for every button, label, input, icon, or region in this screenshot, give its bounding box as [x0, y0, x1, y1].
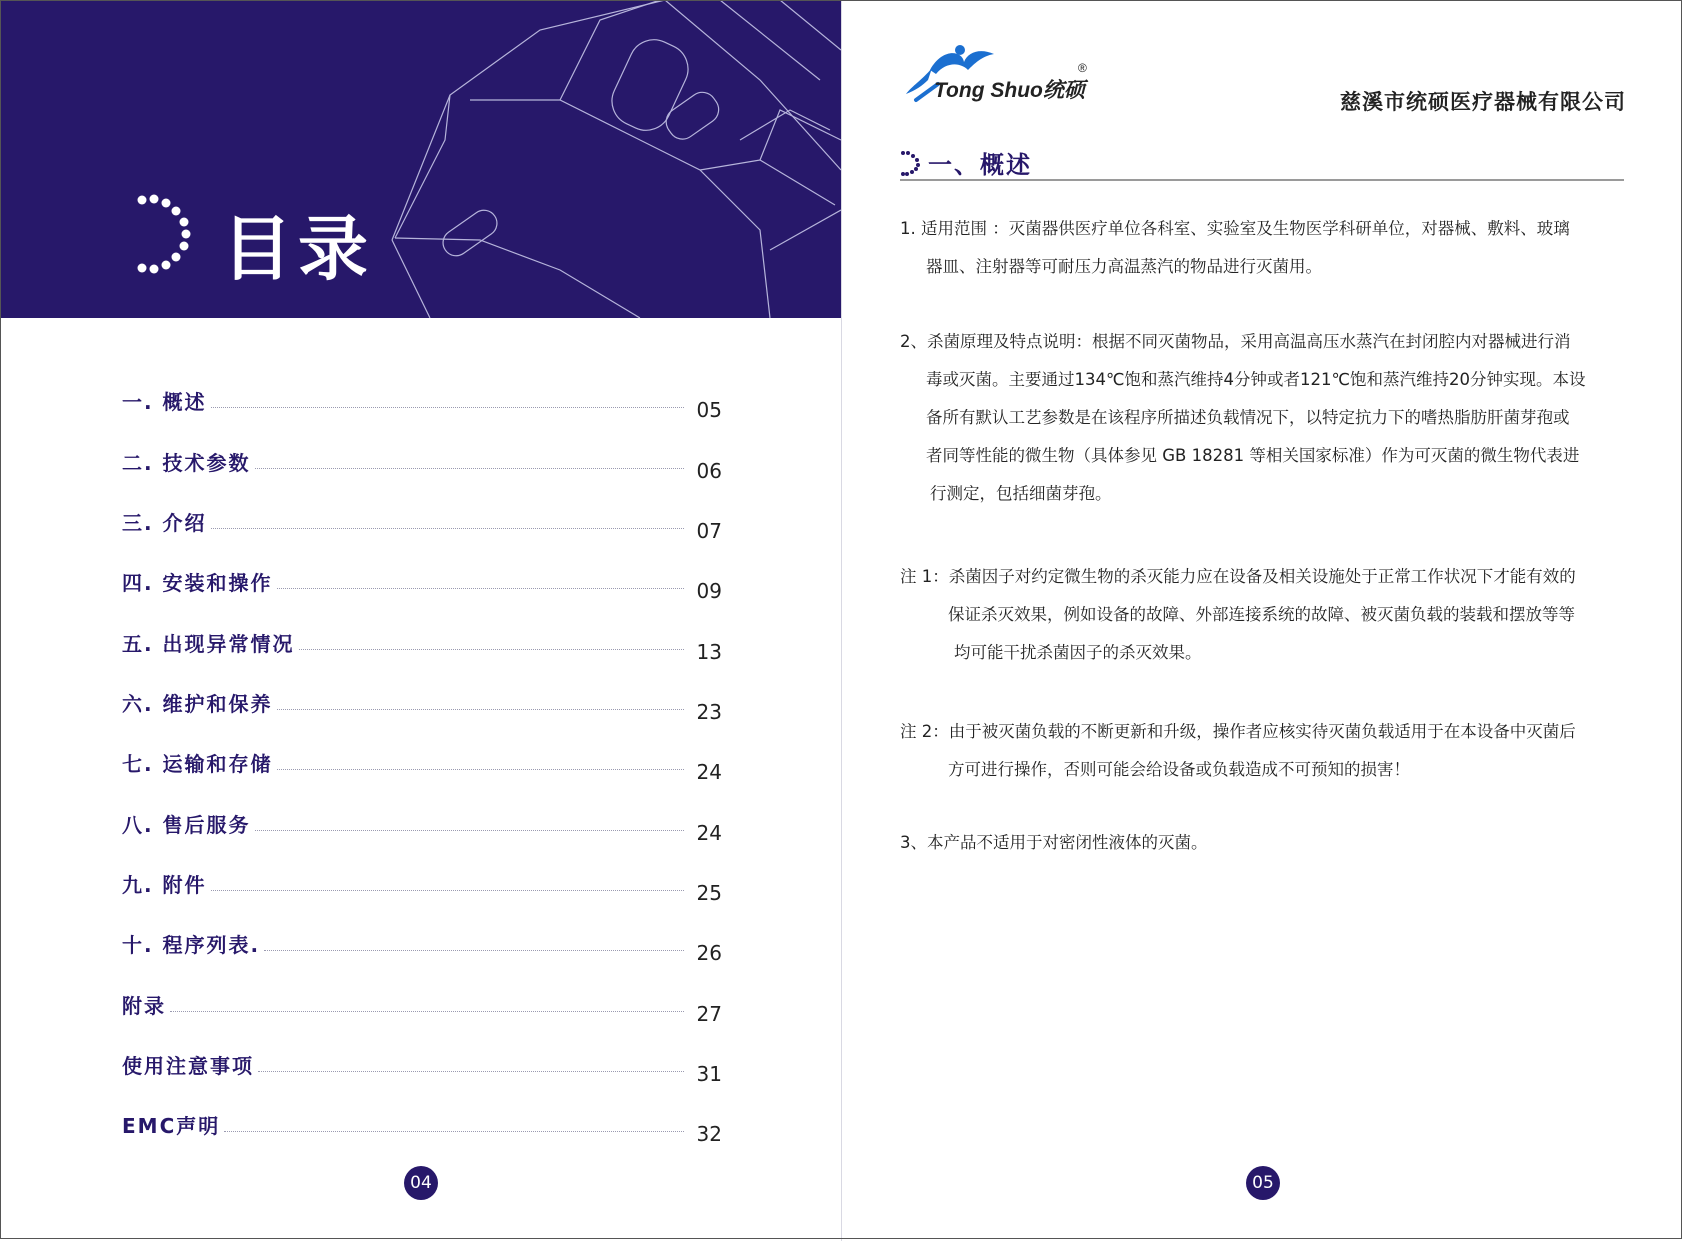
toc-leader-dots [211, 527, 684, 529]
body-paragraph [900, 210, 1630, 286]
toc-entry-label: EMC声明 [122, 1114, 221, 1138]
paragraph-line: 方可进行操作，否则可能会给设备或负载造成不可预知的损害！ [948, 760, 1410, 779]
toc-entry-page: 09 [696, 579, 722, 603]
paragraph-line: 2、杀菌原理及特点说明：根据不同灭菌物品，采用高温高压水蒸汽在封闭腔内对器械进行消 [900, 332, 1571, 351]
registered-mark: ® [1078, 61, 1087, 75]
toc-entry-label: 使用注意事项 [122, 1054, 254, 1078]
toc-entry-page: 31 [696, 1062, 722, 1086]
toc-leader-dots [277, 587, 684, 589]
toc-entry[interactable] [122, 797, 722, 845]
toc-entry-label: 十. 程序列表. [122, 933, 261, 957]
toc-entry[interactable] [122, 676, 722, 724]
paragraph-line: 毒或灭菌。主要通过134℃饱和蒸汽维持4分钟或者121℃饱和蒸汽维持20分钟实现。本设 [926, 370, 1586, 389]
toc-entry-label: 附录 [122, 994, 166, 1018]
toc-entry-page: 24 [696, 821, 722, 845]
toc-entry[interactable] [122, 857, 722, 905]
sterilizer-line-art [0, 0, 841, 318]
toc-entry-label: 九. 附件 [122, 873, 207, 897]
toc-entry-page: 24 [696, 760, 722, 784]
toc-leader-dots [258, 1070, 684, 1072]
body-paragraph [900, 323, 1630, 513]
toc-entry[interactable] [122, 917, 722, 965]
body-paragraph [900, 558, 1630, 672]
toc-entry-page: 32 [696, 1122, 722, 1146]
toc-entry[interactable] [122, 1098, 722, 1146]
toc-leader-dots [170, 1010, 684, 1012]
toc-entry[interactable] [122, 978, 722, 1026]
toc-entry[interactable] [122, 435, 722, 483]
paragraph-line: 注 2：由于被灭菌负载的不断更新和升级，操作者应核实待灭菌负载适用于在本设备中灭菌后 [900, 722, 1576, 741]
toc-leader-dots [264, 949, 684, 951]
toc-entry[interactable] [122, 374, 722, 422]
paragraph-line: 保证杀灭效果，例如设备的故障、外部连接系统的故障、被灭菌负载的装载和摆放等等 [948, 605, 1575, 624]
toc-leader-dots [299, 648, 684, 650]
body-paragraph [900, 824, 1630, 862]
toc-leader-dots [277, 768, 684, 770]
toc-leader-dots [224, 1130, 684, 1132]
toc-entry-page: 23 [696, 700, 722, 724]
paragraph-line: 者同等性能的微生物（具体参见 GB 18281 等相关国家标准）作为可灭菌的微生物代表进 [926, 446, 1580, 465]
body-paragraph [900, 713, 1630, 789]
toc-entry-page: 05 [696, 398, 722, 422]
toc-leader-dots [211, 406, 684, 408]
toc-entry-label: 七. 运输和存储 [122, 752, 273, 776]
logo-text: Tong Shuo统硕 [934, 79, 1085, 102]
paragraph-line: 注 1：杀菌因子对约定微生物的杀灭能力应在设备及相关设施处于正常工作状况下才能有效的 [900, 567, 1576, 586]
toc-entry-page: 26 [696, 941, 722, 965]
section-title: 一、概述 [928, 151, 1032, 179]
paragraph-line: 备所有默认工艺参数是在该程序所描述负载情况下，以特定抗力下的嗜热脂肪肝菌芽孢或 [926, 408, 1570, 427]
section-divider [900, 179, 1624, 181]
toc-entry-label: 六. 维护和保养 [122, 692, 273, 716]
toc-banner [0, 0, 841, 318]
paragraph-line: 器皿、注射器等可耐压力高温蒸汽的物品进行灭菌用。 [926, 257, 1322, 276]
toc-entry-label: 一. 概述 [122, 390, 207, 414]
paragraph-line: 均可能干扰杀菌因子的杀灭效果。 [954, 643, 1202, 662]
paragraph-line: 行测定，包括细菌芽孢。 [930, 484, 1112, 503]
paragraph-line: 3、本产品不适用于对密闭性液体的灭菌。 [900, 833, 1208, 852]
toc-entry-label: 八. 售后服务 [122, 813, 251, 837]
section-header [900, 145, 1032, 180]
toc-entry-label: 五. 出现异常情况 [122, 632, 295, 656]
toc-entry-label: 三. 介绍 [122, 511, 207, 535]
toc-entry[interactable] [122, 736, 722, 784]
toc-entry-page: 25 [696, 881, 722, 905]
toc-entry-page: 06 [696, 459, 722, 483]
toc-entry-page: 07 [696, 519, 722, 543]
dotted-chevron-icon [900, 150, 922, 176]
company-name: 慈溪市统硕医疗器械有限公司 [1340, 90, 1626, 114]
page-fold [841, 0, 842, 1241]
toc-entry-page: 27 [696, 1002, 722, 1026]
toc-entry-label: 二. 技术参数 [122, 451, 251, 475]
toc-entry[interactable] [122, 555, 722, 603]
toc-leader-dots [255, 467, 684, 469]
page-number-left: 04 [404, 1166, 438, 1200]
dotted-chevron-icon [134, 194, 200, 274]
tongshuo-logo [902, 40, 1092, 110]
toc-leader-dots [211, 889, 684, 891]
toc-leader-dots [255, 829, 684, 831]
toc-entry[interactable] [122, 616, 722, 664]
toc-entry[interactable] [122, 495, 722, 543]
toc-entry-page: 13 [696, 640, 722, 664]
toc-leader-dots [277, 708, 684, 710]
toc-entry[interactable] [122, 1038, 722, 1086]
toc-title: 目录 [222, 208, 374, 290]
paragraph-line: 1. 适用范围 ：灭菌器供医疗单位各科室、实验室及生物医学科研单位，对器械、敷料、玻璃 [900, 219, 1570, 238]
page-number-right: 05 [1246, 1166, 1280, 1200]
toc-entry-label: 四. 安装和操作 [122, 571, 273, 595]
